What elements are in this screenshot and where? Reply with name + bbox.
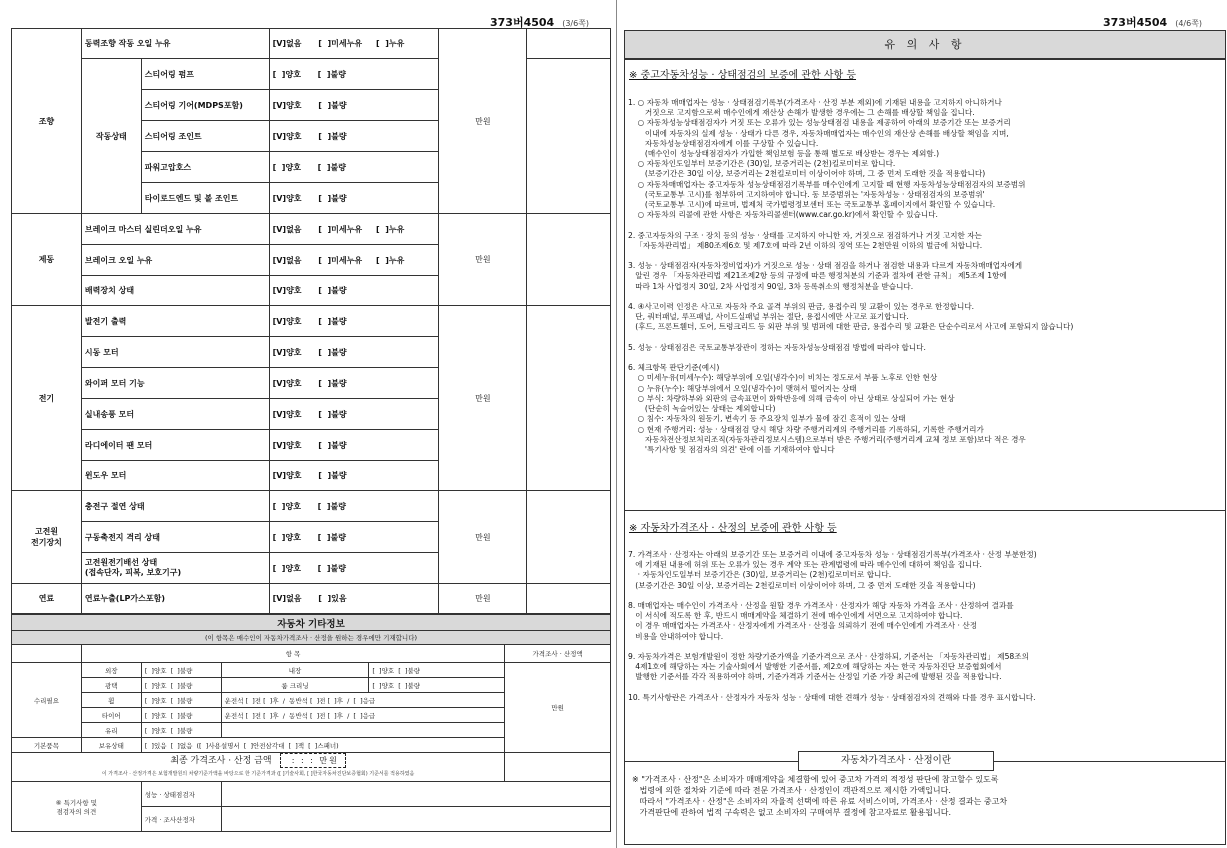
category-electric: 전기	[12, 306, 82, 491]
item-label: 브레이크 마스터 실린더오일 누유	[81, 214, 269, 245]
definition-title: 자동차가격조사 · 산정이란	[798, 751, 994, 771]
item-label: 스티어링 펌프	[141, 59, 269, 90]
other-info-table	[11, 614, 611, 832]
item-options[interactable]: [V]양호 [ ]불량	[269, 461, 439, 491]
item-options[interactable]: [ ]양호 [ ]불량	[269, 59, 439, 90]
item-options[interactable]: [V]양호 [ ]불량	[269, 183, 439, 214]
price-unit: 만원	[439, 584, 527, 614]
row-options[interactable]: [ ]양호 [ ]불량	[141, 678, 221, 693]
final-note: 이 가격조사 · 산정가격은 보험개발원의 차량기준가액을 바탕으로 한 기준가격과 ([ ]기술사회, [ ]한국자동차진단보증협회) 기준서를 적용하였음	[101, 771, 415, 777]
opinion-label: ⑥ 특기사항 및 점검자의 의견	[12, 782, 142, 832]
section-2-heading: ※ 자동차가격조사 · 산정의 보증에 관한 사항 등	[629, 523, 837, 534]
other-info-title: 자동차 기타정보	[12, 615, 611, 631]
row-label: 휠	[81, 693, 141, 708]
sub-category: 작동상태	[81, 59, 141, 214]
item-options[interactable]: [V]없음 [ ]미세누유 [ ]누유	[269, 29, 439, 59]
table-row	[12, 29, 611, 59]
page-divider	[616, 0, 617, 848]
item-options[interactable]: [ ]양호 [ ]불량	[269, 491, 439, 522]
item-options[interactable]: [ ]양호 [ ]불량	[269, 152, 439, 183]
item-label: 와이퍼 모터 기능	[81, 368, 269, 399]
item-label: 라디에이터 팬 모터	[81, 430, 269, 461]
item-label: 스티어링 기어(MDPS포함)	[141, 90, 269, 121]
opinion-row-label: 가격 · 조사산정자	[141, 807, 221, 832]
repair-label: 수리필요	[12, 663, 82, 738]
category-steering: 조향	[12, 29, 82, 214]
item-label: 파워고압호스	[141, 152, 269, 183]
definition-text: ※ "가격조사 · 산정"은 소비자가 매매계약을 체결함에 있어 중고차 가격의 적정성 판단에 참고할수 있도록 법령에 의한 절차와 기준에 따라 전문 가격조사 · 산정인이 객관적으로 제시한 가액입니다. 따라서 "가격조사 · 산정"은 소비자의 자율적 선택에 따른 유료 서비스이며, 가격조사 · 산정 결과는 중고차 가격판단에 관하여 법적 구속력은 없고 소비자의 구매여부 결정에 참고자료로 활용됩니다.	[632, 775, 1008, 817]
item-label: 구동축전지 격리 상태	[81, 522, 269, 553]
table-row	[12, 306, 611, 337]
opinion-input[interactable]	[221, 782, 610, 807]
page-header	[1103, 14, 1202, 30]
category-brake: 제동	[12, 214, 82, 306]
table-row	[12, 584, 611, 614]
row-label: 광택	[81, 678, 141, 693]
col-item-header: 항 목	[81, 645, 504, 663]
final-label: 최종 가격조사 · 산정 금액	[170, 756, 272, 766]
blank-cell	[505, 753, 611, 782]
row-options[interactable]: [ ]양호 [ ]불량	[141, 663, 221, 678]
basic-label: 기본품목	[12, 738, 82, 753]
price-cell[interactable]	[527, 29, 611, 59]
item-label: 배력장치 상태	[81, 276, 269, 306]
item-label: 연료누출(LP가스포함)	[81, 584, 269, 614]
section-1-heading: ※ 중고자동차성능 · 상태점검의 보증에 관한 사항 등	[629, 70, 857, 81]
final-unit: 만원	[319, 756, 339, 765]
right-page	[618, 0, 1227, 848]
price-cell[interactable]	[527, 584, 611, 614]
item-options[interactable]: [V]양호 [ ]불량	[269, 90, 439, 121]
price-unit: 만원	[439, 306, 527, 491]
item-label: 고전원전기배선 상태 (접속단자, 피복, 보호기구)	[81, 553, 269, 584]
final-price-row	[12, 753, 505, 782]
item-label: 실내송풍 모터	[81, 399, 269, 430]
row-options[interactable]: [ ]양호 [ ]불량	[141, 708, 221, 723]
blank-cell	[221, 723, 505, 738]
item-label: 브레이크 오일 누유	[81, 245, 269, 276]
row-label: 타이어	[81, 708, 141, 723]
item-label: 동력조향 작동 오일 누유	[81, 29, 269, 59]
row-label: 보유상태	[81, 738, 141, 753]
item-options[interactable]: [V]없음 [ ]미세누유 [ ]누유	[269, 214, 439, 245]
item-label: 충전구 절연 상태	[81, 491, 269, 522]
row-options[interactable]: [ ]양호 [ ]불량	[141, 693, 221, 708]
item-options[interactable]: [V]양호 [ ]불량	[269, 430, 439, 461]
price-unit: 만원	[439, 214, 527, 306]
inspection-table	[11, 28, 611, 614]
price-unit: 만원	[439, 29, 527, 214]
item-label: 발전기 출력	[81, 306, 269, 337]
row-label: 유리	[81, 723, 141, 738]
item-options[interactable]: [ ]양호 [ ]불량	[269, 522, 439, 553]
page-number: (4/6쪽)	[1175, 19, 1203, 28]
section-2-text: 7. 가격조사 · 산정자는 아래의 보증기간 또는 보증거리 이내에 중고자동차 성능 · 상태점검기록부(가격조사 · 산정 부분한정) 에 기재된 내용에 허위 또는 오류가 있는 경우 계약 또는 관계법령에 따라 매수인에 대하여 책임을 집니다. · 자동차인도일부터 보증기간은 (30)일, 보증거리는 (2천)킬로미터로 합니다. (보증기간은 30일 이상, 보증거리는 2천킬로미터 이상이어야 하며, 그 중 먼저 도래한 것을 적용합니다) 8. 매매업자는 매수인이 가격조사 · 산정을 원할 경우 가격조사 · 산정자가 해당 자동차 가격을 조사 · 산정하여 결과를 이 서식에 적도록 한 후, 반드시 매매계약을 체결하기 전에 매수인에게 서면으로 고지하여야 합니다. 이 경우 매매업자는 가격조사 · 산정자에게 가격조사 · 산정을 의뢰하기 전에 매수인에게 가격조사 · 산정 비용을 안내하여야 합니다. 9. 자동차가격은 보험개발원이 정한 차량기준가액을 기준가격으로 조사 · 산정하되, 기준서는 「자동차관리법」 제58조의 4제1호에 해당하는 자는 기술사회에서 발행한 기준서를, 제2호에 해당하는 자는 한국 자동차진단 보증협회에서 발행한 기준서를 각각 적용하여야 하며, 기준가격과 기준서는 산정일 기준 가장 최근에 발행된 것을 적용합니다. 10. 특기사항란은 가격조사 · 산정자가 자동차 성능 · 상태에 대한 견해가 성능 · 상태점검자의 견해와 다를 경우 표시합니다.	[628, 550, 1037, 702]
price-cell[interactable]	[527, 214, 611, 306]
item-label: 스티어링 조인트	[141, 121, 269, 152]
doc-number: 373버4504	[1103, 16, 1168, 29]
item-options[interactable]: [V]없음 [ ]미세누유 [ ]누유	[269, 245, 439, 276]
other-info-subtitle: (이 항목은 매수인이 자동차가격조사 · 산정을 원하는 경우에만 기재합니다)	[12, 631, 611, 645]
opinion-row-label: 성능 · 상태점검자	[141, 782, 221, 807]
doc-number: 373버4504	[490, 16, 555, 29]
item-label: 윈도우 모터	[81, 461, 269, 491]
page-number: (3/6쪽)	[562, 19, 590, 28]
blank-cell	[12, 645, 82, 663]
opinion-input[interactable]	[221, 807, 610, 832]
row-options[interactable]: [ ]있음 [ ]없음 ([ ]사용설명서 [ ]안전삼각대 [ ]잭 [ ]스패너)	[141, 738, 504, 753]
price-unit: 만원	[439, 491, 527, 584]
col-price-header: 가격조사 · 산정액	[505, 645, 611, 663]
section-1-text: 1. ○ 자동차 매매업자는 성능 · 상태점검기록부(가격조사 · 산정 부분 제외)에 기재된 내용을 고지하지 아니하거나 거짓으로 고지함으로써 매수인에게 재산상 손해가 발생한 경우에는 그 손해를 배상할 책임을 집니다. ○ 자동차성능상태점검자가 거짓 또는 오류가 있는 성능상태점검 내용을 제공하여 아래의 보증기간 또는 보증거리 이내에 자동차의 실제 성능 · 상태가 다른 경우, 자동차매매업자는 매수인의 재산상 손해를 배상할 책임을 지며, 자동차성능상태점검자에게 이를 구상할 수 있습니다. (매수인이 성능상태점검자가 가입한 책임보험 등을 통해 별도로 배상받는 경우는 제외함.) ○ 자동차인도일부터 보증기간은 (30)일, 보증거리는 (2천)킬로미터로 합니다. (보증기간은 30일 이상, 보증거리는 2천킬로미터 이상이어야 하며, 그 중 먼저 도래한 것을 적용합니다) ○ 자동차매매업자는 중고자동차 성능상태점검기록부를 매수인에게 고지할 때 현행 자동차성능상태점검자의 보증범위 (국토교통부 고시)를 첨부하여 고지하여야 합니다. 동 보증범위는 '자동차성능 · 상태점검자의 보증범위' (국토교통부 고시)에 따르며, 법제처 국가법령정보센터 또는 국토교통부 홈페이지에서 확인할 수 있습니다. ○ 자동차의 리콜에 관한 사항은 자동차리콜센터(www.car.go.kr)에서 확인할 수 있습니다. 2. 중고자동차의 구조 · 장치 등의 성능 · 상태를 고지하지 아니한 자, 거짓으로 점검하거나 거짓 고지한 자는 「자동차관리법」 제80조제6호 및 제7호에 따라 2년 이하의 징역 또는 2천만원 이하의 벌금에 처합니다. 3. 성능 · 상태점검자(자동차정비업자)가 거짓으로 성능 · 상태 점검을 하거나 점검한 내용과 다르게 자동차매매업자에게 알린 경우 「자동차관리법 제21조제2항 등의 규정에 따른 행정처분의 기준과 절차에 관한 규칙」 제5조제 1항에 따라 1차 사업정지 30일, 2차 사업정지 90일, 3차 등록취소의 행정처분을 받습니다. 4. ④사고이력 인정은 사고로 자동차 주요 골격 부위의 판금, 용접수리 및 교환이 있는 경우로 한정합니다. 단, 쿼터패널, 루프패널, 사이드실패널 부위는 절단, 용접시에만 사고로 표기합니다. (후드, 프론트휀더, 도어, 트렁크리드 등 외판 부위 및 범퍼에 대한 판금, 용접수리 및 교환은 단순수리로서 사고에 포함되지 않습니다) 5. 성능 · 상태점검은 국토교통부장관이 정하는 자동차성능상태점검 방법에 따라야 합니다. 6. 체크항목 판단기준(예시) ○ 미세누유(미세누수): 해당부위에 오일(냉각수)이 비치는 정도로서 부품 노후로 인한 현상 ○ 누유(누수): 해당부위에서 오일(냉각수)이 맺혀서 떨어지는 상태 ○ 부식: 차량하부와 외판의 금속표면이 화학반응에 의해 금속이 아닌 상태로 상실되어 가는 현상 (단순히 녹슬어있는 상태는 제외합니다) ○ 침수: 자동차의 원동기, 변속기 등 주요장치 일부가 물에 잠긴 흔적이 있는 상태 ○ 현재 주행거리: 성능 · 상태점검 당시 해당 차량 주행거리계의 주행거리를 기록하되, 기록한 주행거리가 자동차전산정보처리조직(자동차관리정보시스템)으로부터 받은 주행거리(주행거리계 교체 정보 포함)보다 적은 경우 '특기사항 및 점검자의 의견' 란에 이를 기재하여야 합니다	[628, 98, 1074, 454]
final-amount-box[interactable]: : : : 만원	[280, 753, 346, 768]
row-label: 룸 크리닝	[221, 678, 369, 693]
item-options[interactable]: [V]양호 [ ]불량	[269, 276, 439, 306]
item-label: 시동 모터	[81, 337, 269, 368]
item-options[interactable]: [V]양호 [ ]불량	[269, 337, 439, 368]
table-row	[12, 214, 611, 245]
item-options[interactable]: [ ]양호 [ ]불량	[269, 553, 439, 584]
table-row	[12, 491, 611, 522]
item-label: 타이로드엔드 및 볼 조인트	[141, 183, 269, 214]
row-options[interactable]: [ ]양호 [ ]불량	[141, 723, 221, 738]
row-options[interactable]: 운전석 [ ]전 [ ]후 / 동반석 [ ]전 [ ]후 / [ ]응급	[221, 693, 505, 708]
price-unit: 만원	[505, 663, 611, 753]
item-options[interactable]: [V]양호 [ ]불량	[269, 399, 439, 430]
category-fuel: 연료	[12, 584, 82, 614]
price-cell[interactable]	[527, 491, 611, 584]
row-label: 내장	[221, 663, 369, 678]
item-options[interactable]: [V]양호 [ ]불량	[269, 368, 439, 399]
price-cell[interactable]	[527, 306, 611, 491]
price-cell[interactable]	[527, 59, 611, 214]
category-hv: 고전원 전기장치	[12, 491, 82, 584]
row-options[interactable]: [ ]양호 [ ]불량	[369, 678, 505, 693]
notice-title: 유 의 사 항	[624, 30, 1226, 60]
item-options[interactable]: [V]없음 [ ]있음	[269, 584, 439, 614]
row-label: 외장	[81, 663, 141, 678]
row-options[interactable]: 운전석 [ ]전 [ ]후 / 동반석 [ ]전 [ ]후 / [ ]응급	[221, 708, 505, 723]
row-options[interactable]: [ ]양호 [ ]불량	[369, 663, 505, 678]
item-options[interactable]: [V]양호 [ ]불량	[269, 306, 439, 337]
item-options[interactable]: [V]양호 [ ]불량	[269, 121, 439, 152]
